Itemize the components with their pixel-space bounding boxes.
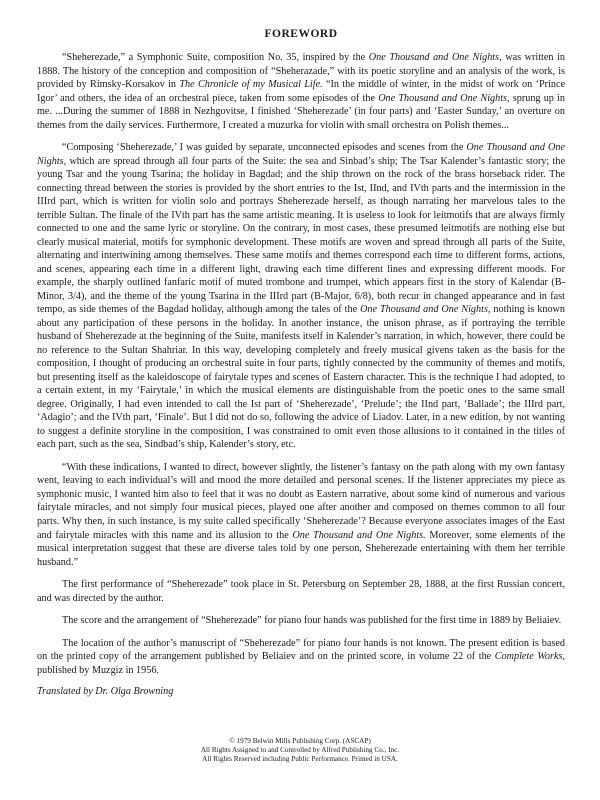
foreword-page: [37, 28, 565, 697]
italic-title-run: One Thousand and One Nights,: [368, 52, 502, 63]
italic-title-run: The Chronicle of my Musical Life.: [179, 79, 323, 91]
paragraph-first-performance: [37, 578, 565, 605]
text-run: The location of the author’s manuscript of “Sheherezade” for piano four hands is not known. The present edition is based on the printed copy of the arrangement published by Beliaiev and on the printed score, in volume 22 of the: [37, 637, 565, 663]
text-run: which are spread through all four parts of the Suite: the sea and Sinbad’s ship; The Tsar Kalender’s fantastic story; the young Tsar and the young Tsarina; the holiday in Bagdad; and the ship thrown on the rock of the brass horseback rider. The connecting thread between the stories is provided by the short entries to the Ist, IInd, and IVth parts and the intermission in the IIIrd part, which is written for violin solo and portrays Sheherezade herself, as though narrating her marvelous tales to the terrible Sultan. The finale of the IVth part has the same artistic meaning. It is useless to look for leitmotifs that are always firmly connected to one and the same lyric or storyline. On the contrary, in most cases, these presumed leitmotifs are nothing else but clearly musical material, motifs for symphonic development. These motifs are woven and spread through all parts of the Suite, alternating and intertwining among themselves. These same motifs and themes correspond each time to different forms, actions, and scenes, appearing each time in a different light, drawing each time different lines and expressing different moods. For example, the sharply outlined fanfaric motif of muted trombone and trumpet, which appears first in the story of Kalendar (B-Minor, 3/4), and the theme of the young Tsarina in the IIIrd part (B-Major, 6/8), both recur in changed appearance and in fast tempo, as side themes of the Bagdad holiday, although among the tales of the: [37, 155, 565, 316]
paragraph-manuscript-location: [37, 637, 565, 678]
text-run: The first performance of “Sheherezade” took place in St. Petersburg on September 28, 1888, at the first Russian concert, and was directed by the author.: [37, 579, 565, 604]
copyright-line: © 1979 Belwin Mills Publishing Corp. (ASCAP): [229, 737, 371, 745]
italic-title-run: One Thousand and One Nights,: [37, 142, 565, 167]
italic-title-run: One Thousand and One Nights,: [360, 304, 491, 316]
paragraph-composing: [37, 141, 565, 452]
text-run: sprung up in me. ...During the summer of 1888 in Nezhgovitse, I finished ‘Sheherezade’ (in four parts) and ‘Easter Sunday,’ an overture on themes from the daily services. Furthermore, I created a muzurka for violin with small orchestra on Polish themes...: [37, 92, 566, 131]
paragraph-indications: [37, 461, 565, 569]
rights-assigned-line: All Rights Assigned to and Controlled by Alfred Publishing Co., Inc.: [200, 746, 400, 755]
text-run: The score and the arrangement of “Sheherezade” for piano four hands was published for the first time in 1889 by Beliaiev.: [62, 615, 562, 627]
page-title: FOREWORD: [264, 28, 338, 40]
text-run: “Sheherezade,” a Symphonic Suite, composition No. 35, inspired by the: [62, 52, 369, 63]
rights-reserved-line: All Rights Reserved including Public Performance. Printed in USA.: [202, 755, 398, 764]
text-run: “Composing ‘Sheherezade,’ I was guided by separate, unconnected episodes and scenes from the: [62, 142, 467, 154]
paragraph-intro: [37, 51, 565, 132]
italic-title-run: One Thousand and One Nights.: [292, 529, 426, 541]
text-run: “In the middle of winter, in the midst of work on ‘Prince Igor’ and others, the idea of an orchestral piece, taken from some episodes of the: [37, 79, 565, 104]
translator-credit: Translated by Dr. Olga Browning: [37, 686, 174, 698]
text-run: nothing is known about any participation of these persons in the holiday. In another instance, the unison phrase, as if portraying the terrible husband of Sheherezade at the beginning of the Suite, manifests itself in Kalender’s narration, in which, however, there could be no reference to the Sultan Shahriar. In this way, developing completely and freely musical givens taken as the basis for the composition, I thought of producing an orchestral suite in four parts, tightly connected by the community of themes and motifs, but presenting itself as the kaleidoscope of fairytale types and scenes of Eastern character. This is the technique I had adopted, to a certain extent, in my ‘Fairytale,’ in which the musical elements are distinguishable from the poetic ones to the same small degree. Originally, I had even intended to call the Ist part of ‘Sheherezade’, ‘Prelude’; the IInd part, ‘Ballade’; the IIIrd part, ‘Adagio’; and the IVth part, ‘Finale’. But I did not do so, following the advice of Liadov. Later, in a new edition, by not wanting to suggest a definite storyline in the composition, I was constrained to omit even those allusions to it contained in the titles of each part, such as the sea, Sindbad’s ship, Kalender’s story, etc.: [37, 304, 565, 451]
italic-title-run: Complete Works,: [494, 651, 565, 663]
copyright-footer: [0, 737, 600, 765]
text-run: was written in 1888. The history of the conception and composition of “Sheherazade,” with its poetic storyline and an analysis of the work, is provided by Rimsky-Korsakov in: [37, 52, 566, 91]
text-run: “With these indications, I wanted to direct, however slightly, the listener’s fantasy on the path along with my own fantasy went, leaving to each individual’s will and mood the more detailed and personal scenes. If the listener appreciates my piece as symphonic music, I wanted him also to feel that it was no doubt as Eastern narrative, about some kind of numerous and various fairytale miracles, and not simply four musical pieces, played one after another and composed on themes common to all four parts. Why then, in such instance, is my suite called specifically ‘Sheherezade’? Because everyone associates images of the East and fairytale miracles with this name and its allusion to the: [37, 461, 565, 541]
italic-title-run: One Thousand and One Nights,: [378, 92, 510, 104]
text-run: published by Muzgiz in 1956.: [37, 664, 159, 676]
text-run: Moreover, some elements of the musical interpretation suggest that these are diverse tales told by one person, Sheherezade entertaining with them her terrible husband.”: [37, 529, 565, 568]
paragraph-score-publication: [37, 614, 565, 628]
